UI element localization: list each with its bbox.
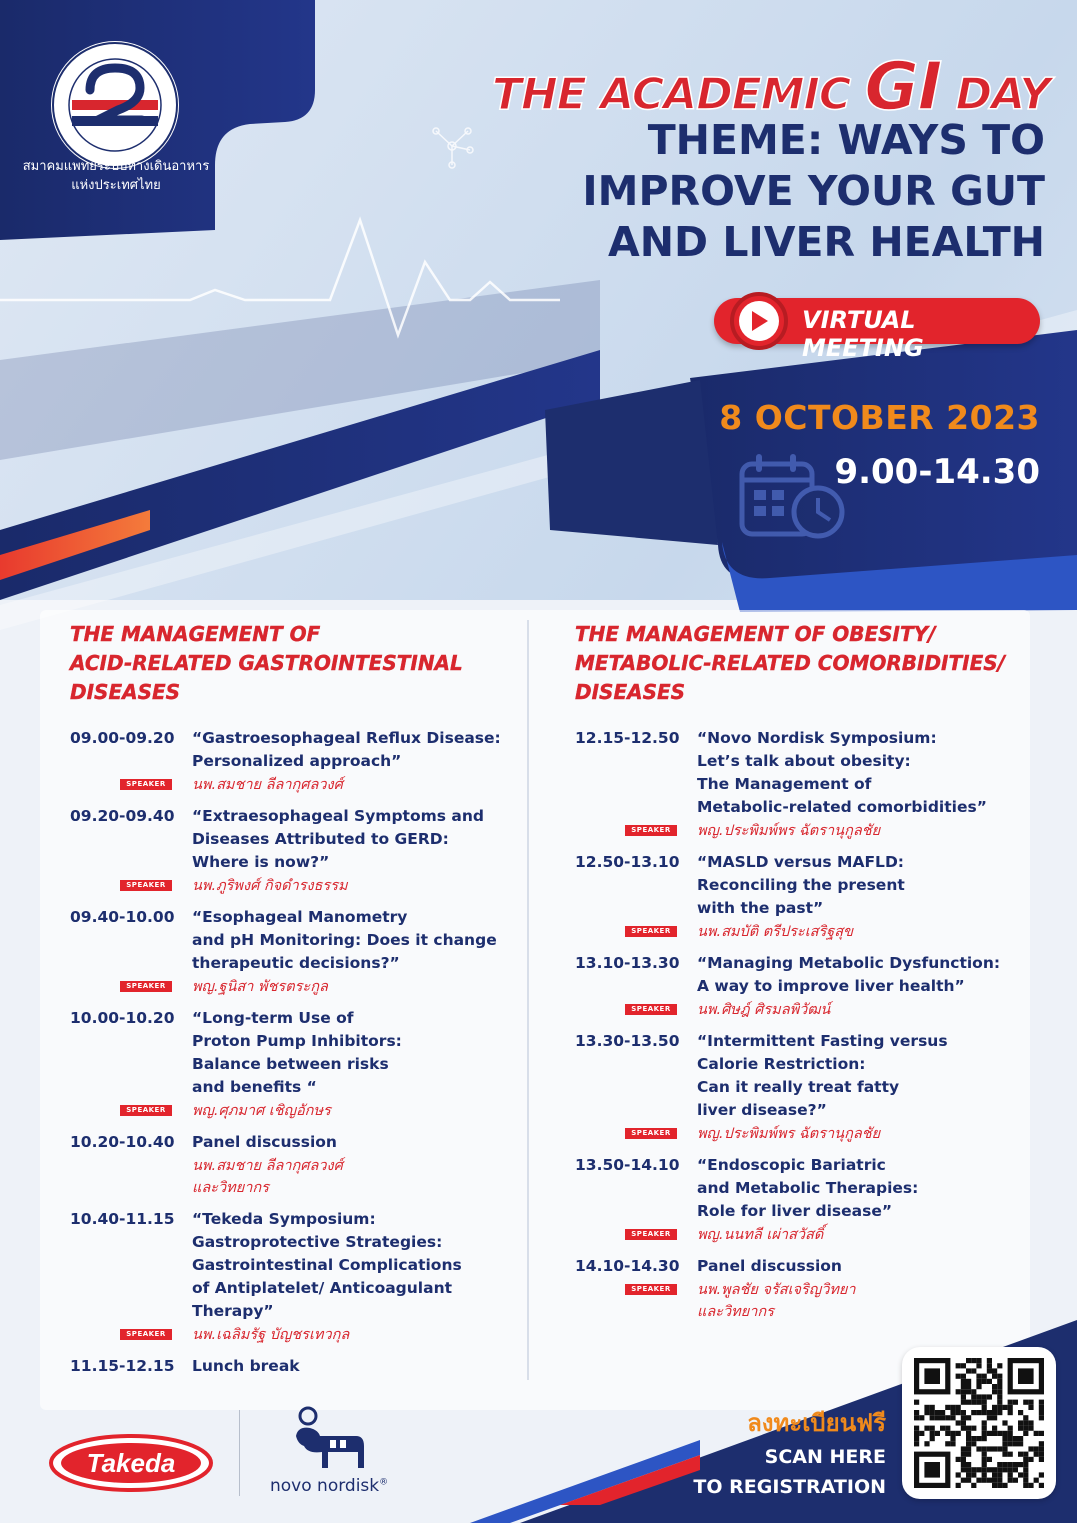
section-title <box>575 620 1045 707</box>
topic-line: Personalized approach” <box>192 752 402 770</box>
event-theme <box>420 115 1045 268</box>
schedule-item <box>575 727 1045 842</box>
calendar-clock-icon <box>738 450 850 542</box>
topic-line: Reconciling the present <box>697 876 905 894</box>
topic-line: Where is now?” <box>192 853 330 871</box>
speaker-name <box>192 875 348 897</box>
session-topic <box>697 952 1000 998</box>
title-part-2: DAY <box>941 69 1050 120</box>
topic-line: “Extraesophageal Symptoms and <box>192 807 484 825</box>
topic-line: liver disease?” <box>697 1101 827 1119</box>
speaker-line: นพ.พูลชัย จรัสเจริญวิทยา <box>697 1282 856 1298</box>
schedule-item <box>575 952 1045 1021</box>
speaker-line: พญ.ประพิมพ์พร ฉัตรานุกูลชัย <box>697 823 881 839</box>
speaker-line: นพ.ศิษฎ์ ศิรมลพิวัฒน์ <box>697 1002 831 1018</box>
speaker-badge: SPEAKER <box>625 1284 677 1295</box>
speaker-line: พญ.ฐนิสา พัชรตระกูล <box>192 979 328 995</box>
association-logo <box>48 38 182 172</box>
association-name-line1: สมาคมแพทย์ระบบทางเดินอาหาร <box>22 159 210 174</box>
speaker-line: พญ.ประพิมพ์พร ฉัตรานุกูลชัย <box>697 1126 881 1142</box>
section-title <box>70 620 520 707</box>
session-topic <box>192 1208 462 1323</box>
speaker-badge: SPEAKER <box>625 1004 677 1015</box>
session-topic <box>192 805 484 874</box>
schedule-item <box>70 1007 520 1122</box>
topic-line: and pH Monitoring: Does it change <box>192 931 497 949</box>
speaker-badge: SPEAKER <box>625 1128 677 1139</box>
session-topic <box>192 1131 337 1154</box>
session-time: 09.00-09.20 <box>70 729 175 747</box>
session-topic <box>697 851 905 920</box>
speaker-name <box>192 1155 343 1199</box>
speaker-name <box>192 976 328 998</box>
session-topic <box>697 1030 948 1122</box>
event-title <box>330 48 1050 125</box>
session-topic <box>697 1154 918 1223</box>
registration-line: TO REGISTRATION <box>693 1476 886 1498</box>
session-topic <box>192 1355 300 1378</box>
topic-line: “Esophageal Manometry <box>192 908 408 926</box>
session-time: 12.50-13.10 <box>575 853 680 871</box>
speaker-line: พญ.นนทลี เผ่าสวัสดิ์ <box>697 1227 824 1243</box>
section-title-line: ACID-RELATED GASTROINTESTINAL <box>70 651 463 675</box>
topic-line: “Intermittent Fasting versus <box>697 1032 948 1050</box>
session-time: 09.40-10.00 <box>70 908 175 926</box>
speaker-badge: SPEAKER <box>625 926 677 937</box>
association-name <box>16 157 216 195</box>
topic-line: Gastroprotective Strategies: <box>192 1233 443 1251</box>
schedule-item <box>575 851 1045 943</box>
sponsor-divider <box>239 1410 240 1496</box>
topic-line: Therapy” <box>192 1302 274 1320</box>
session-time: 12.15-12.50 <box>575 729 680 747</box>
speaker-name <box>697 1224 823 1246</box>
topic-line: and Metabolic Therapies: <box>697 1179 919 1197</box>
event-time: 9.00-14.30 <box>834 452 1040 492</box>
schedule-item <box>70 1355 520 1378</box>
speaker-name <box>697 820 880 842</box>
novo-wordmark <box>270 1476 388 1496</box>
topic-line: Role for liver disease” <box>697 1202 893 1220</box>
speaker-line: พญ.ศุภมาศ เชิญอักษร <box>192 1103 331 1119</box>
takeda-logo <box>48 1432 214 1494</box>
topic-line: therapeutic decisions?” <box>192 954 400 972</box>
topic-line: Metabolic-related comorbidities” <box>697 798 987 816</box>
topic-line: “Tekeda Symposium: <box>192 1210 376 1228</box>
session-time: 13.10-13.30 <box>575 954 680 972</box>
schedule-item <box>70 906 520 998</box>
takeda-wordmark: Takeda <box>86 1448 176 1478</box>
schedule-item <box>70 1208 520 1346</box>
topic-line: Proton Pump Inhibitors: <box>192 1032 402 1050</box>
speaker-badge: SPEAKER <box>120 779 172 790</box>
speaker-name <box>697 1123 880 1145</box>
topic-line: with the past” <box>697 899 824 917</box>
topic-line: A way to improve liver health” <box>697 977 965 995</box>
section-title-line: THE MANAGEMENT OF <box>70 622 321 646</box>
session-time: 09.20-09.40 <box>70 807 175 825</box>
section-title-line: DISEASES <box>575 680 686 704</box>
schedule-item <box>70 805 520 897</box>
apis-bull-icon <box>268 1406 398 1476</box>
registration-line: SCAN HERE <box>764 1446 886 1468</box>
title-gi: GI <box>864 48 942 125</box>
speaker-name <box>192 1100 331 1122</box>
speaker-badge: SPEAKER <box>625 825 677 836</box>
theme-line: IMPROVE YOUR GUT <box>582 167 1045 215</box>
speaker-badge: SPEAKER <box>120 981 172 992</box>
theme-line: THEME: WAYS TO <box>647 116 1045 164</box>
topic-line: Calorie Restriction: <box>697 1055 866 1073</box>
speaker-badge: SPEAKER <box>120 880 172 891</box>
speaker-line: นพ.สมชาย ลีลากุศลวงศ์ <box>192 1158 343 1174</box>
schedule-item <box>70 727 520 796</box>
speaker-badge: SPEAKER <box>625 1229 677 1240</box>
speaker-name <box>697 999 830 1021</box>
session-topic <box>697 727 987 819</box>
topic-line: of Antiplatelet/ Anticoagulant <box>192 1279 453 1297</box>
novo-nordisk-logo <box>268 1406 398 1500</box>
topic-line: “Novo Nordisk Symposium: <box>697 729 937 747</box>
topic-line: Panel discussion <box>192 1133 337 1151</box>
speaker-badge: SPEAKER <box>120 1105 172 1116</box>
registration-free-label: ลงทะเบียนฟรี <box>747 1409 886 1437</box>
topic-line: Can it really treat fatty <box>697 1078 900 1096</box>
topic-line: Balance between risks <box>192 1055 389 1073</box>
section-title-line: METABOLIC-RELATED COMORBIDITIES/ <box>575 651 1005 675</box>
theme-line: AND LIVER HEALTH <box>608 218 1045 266</box>
schedule-item <box>575 1030 1045 1145</box>
topic-line: “Endoscopic Bariatric <box>697 1156 886 1174</box>
session-topic <box>192 1007 402 1099</box>
virtual-meeting-label: VIRTUAL MEETING <box>802 306 924 362</box>
session-time: 14.10-14.30 <box>575 1257 680 1275</box>
speaker-line: นพ.สมบัติ ตรีประเสริฐสุข <box>697 924 854 940</box>
speaker-line: นพ.ภูริพงศ์ กิจดำรงธรรม <box>192 878 348 894</box>
topic-line: “Long-term Use of <box>192 1009 354 1027</box>
play-icon <box>730 292 788 350</box>
speaker-name <box>697 1279 856 1323</box>
speaker-line: นพ.สมชาย ลีลากุศลวงศ์ <box>192 777 343 793</box>
session-time: 13.50-14.10 <box>575 1156 680 1174</box>
speaker-badge: SPEAKER <box>120 1329 172 1340</box>
registration-instructions <box>640 1442 886 1502</box>
session-time: 11.15-12.15 <box>70 1357 175 1375</box>
schedule-item <box>575 1154 1045 1246</box>
section-title-line: DISEASES <box>70 680 181 704</box>
topic-line: and benefits “ <box>192 1078 317 1096</box>
speaker-line: นพ.เฉลิมรัฐ บัญชรเทวกุล <box>192 1327 350 1343</box>
topic-line: Let’s talk about obesity: <box>697 752 911 770</box>
schedule-column-acid <box>70 620 520 1387</box>
registered-mark: ® <box>379 1477 389 1488</box>
topic-line: Panel discussion <box>697 1257 842 1275</box>
schedule-item <box>575 1255 1045 1323</box>
speaker-name <box>192 774 343 796</box>
registration-qr-code[interactable] <box>902 1347 1056 1499</box>
section-title-line: THE MANAGEMENT OF OBESITY/ <box>575 622 936 646</box>
session-time: 10.20-10.40 <box>70 1133 175 1151</box>
speaker-name <box>192 1324 349 1346</box>
session-time: 10.00-10.20 <box>70 1009 175 1027</box>
topic-line: Diseases Attributed to GERD: <box>192 830 449 848</box>
speaker-line: และวิทยากร <box>697 1304 774 1320</box>
speaker-name <box>697 921 853 943</box>
speaker-line: และวิทยากร <box>192 1180 269 1196</box>
event-date: 8 OCTOBER 2023 <box>719 398 1040 437</box>
session-topic <box>697 1255 842 1278</box>
association-name-line2: แห่งประเทศไทย <box>71 178 161 193</box>
session-time: 10.40-11.15 <box>70 1210 175 1228</box>
topic-line: “MASLD versus MAFLD: <box>697 853 905 871</box>
schedule-item <box>70 1131 520 1199</box>
topic-line: The Management of <box>697 775 872 793</box>
title-part-1: THE ACADEMIC <box>491 69 865 120</box>
topic-line: Gastrointestinal Complications <box>192 1256 462 1274</box>
session-topic <box>192 727 501 773</box>
session-time: 13.30-13.50 <box>575 1032 680 1050</box>
novo-name: novo nordisk <box>270 1476 380 1496</box>
schedule-column-obesity <box>575 620 1045 1332</box>
session-topic <box>192 906 497 975</box>
virtual-meeting-badge <box>714 298 1040 362</box>
topic-line: “Managing Metabolic Dysfunction: <box>697 954 1001 972</box>
topic-line: Lunch break <box>192 1357 300 1375</box>
topic-line: “Gastroesophageal Reflux Disease: <box>192 729 501 747</box>
